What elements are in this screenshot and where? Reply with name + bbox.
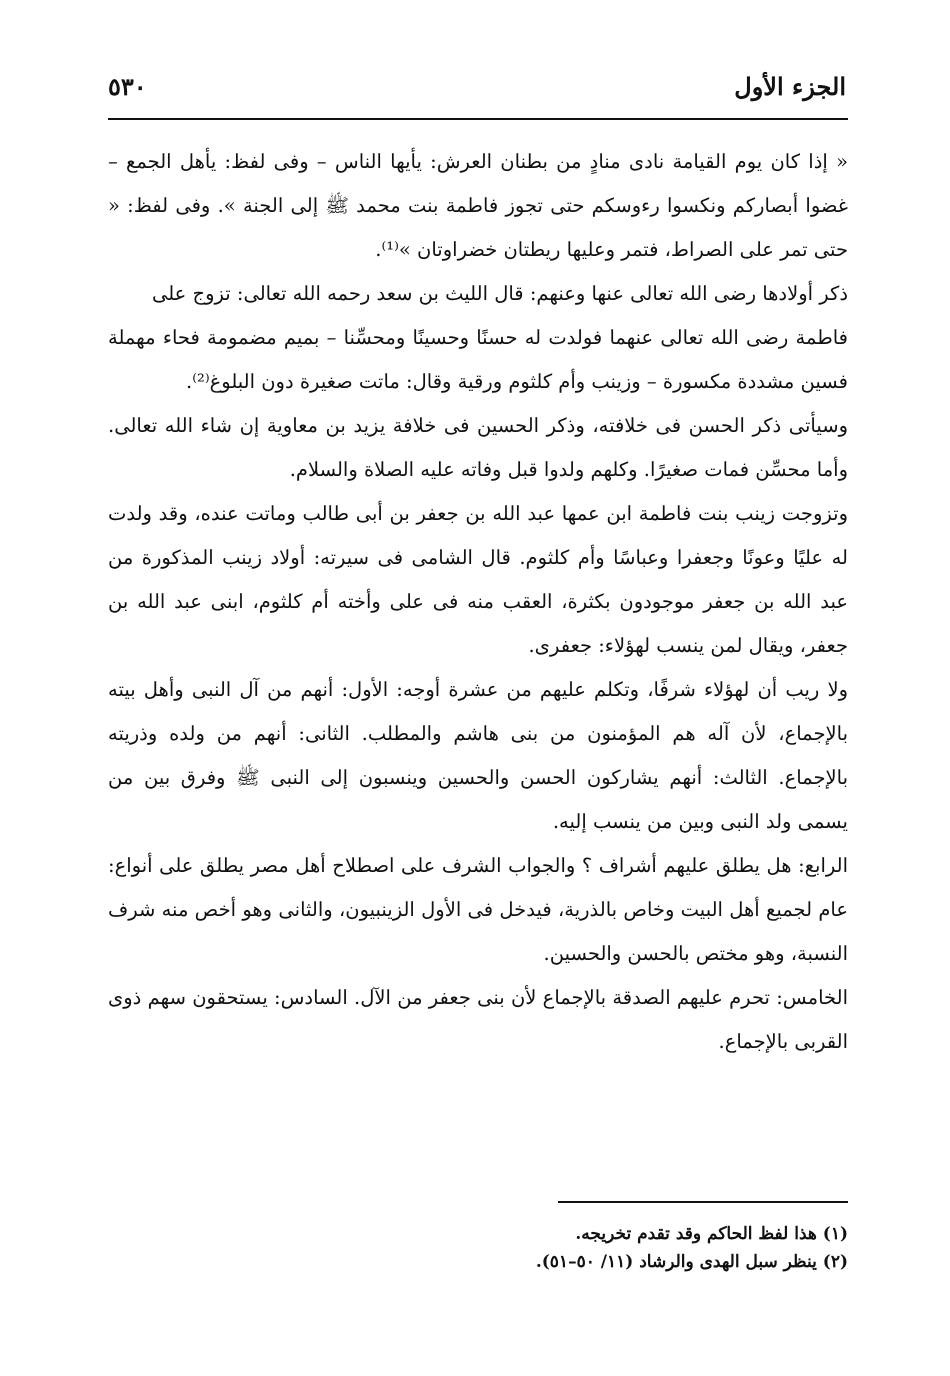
paragraph: وتزوجت زينب بنت فاطمة ابن عمها عبد الله بن جعفر بن أبى طالب وماتت عنده، وقد ولدت له عليًا وعونًا وجعفرا وعباسًا وأم كلثوم. قال الشامى فى سيرته: أولاد زينب المذكورة من عبد الله بن جعفر موجودون بكثرة، العقب منه فى على وأخته أم كلثوم، ابنى عبد الله بن جعفر، ويقال لمن ينسب لهؤلاء: جعفرى. <box>108 502 848 657</box>
footnote-separator <box>558 1201 848 1203</box>
footnotes <box>108 1220 848 1276</box>
paragraph: فاطمة رضى الله تعالى عنهما فولدت له حسنًا وحسينًا ومحسِّنا – بميم مضمومة فحاء مهملة فسين مشددة مكسورة – وزينب وأم كلثوم ورقية وقال: ماتت صغيرة دون البلوغ⁽²⁾. <box>108 326 848 393</box>
paragraph: وسيأتى ذكر الحسن فى خلافته، وذكر الحسين فى خلافة يزيد بن معاوية إن شاء الله تعالى. وأما محسِّن فمات صغيرًا. وكلهم ولدوا قبل وفاته عليه الصلاة والسلام. <box>108 414 848 481</box>
page-number: ٥٣٠ <box>108 72 147 101</box>
footnote: (١) هذا لفظ الحاكم وقد تقدم تخريجه. <box>575 1224 848 1244</box>
main-text <box>108 140 848 1064</box>
running-title: الجزء الأول <box>734 72 846 101</box>
paragraph: ذكر أولادها رضى الله تعالى عنها وعنهم: قال الليث بن سعد رحمه الله تعالى: تزوج على <box>151 282 848 305</box>
page-header <box>108 70 848 116</box>
paragraph: ولا ريب أن لهؤلاء شرفًا، وتكلم عليهم من عشرة أوجه: الأول: أنهم من آل النبى وأهل بيته بالإجماع، لأن آله هم المؤمنون من بنى هاشم والمطلب. الثانى: أنهم من ولده وذريته بالإجماع. الثالث: أنهم يشاركون الحسن والحسين وينسبون إلى النبى ﷺ وفرق بين من يسمى ولد النبى وبين من ينسب إليه. <box>108 678 848 833</box>
paragraph: الخامس: تحرم عليهم الصدقة بالإجماع لأن بنى جعفر من الآل. السادس: يستحقون سهم ذوى القربى بالإجماع. <box>108 986 848 1053</box>
paragraph: « إذا كان يوم القيامة نادى منادٍ من بطنان العرش: يأيها الناس – وفى لفظ: يأهل الجمع – غضوا أبصاركم ونكسوا رءوسكم حتى تجوز فاطمة بنت محمد ﷺ إلى الجنة ». وفى لفظ: « حتى تمر على الصراط، فتمر وعليها ريطتان خضراوتان »⁽¹⁾. <box>108 150 848 261</box>
footnote: (٢) ينظر سبل الهدى والرشاد (١١/ ٥٠–٥١). <box>535 1252 848 1272</box>
paragraph: الرابع: هل يطلق عليهم أشراف ؟ والجواب الشرف على اصطلاح أهل مصر يطلق على أنواع: عام لجميع أهل البيت وخاص بالذرية، فيدخل فى الأول الزينبيون، والثانى وهو أخص منه شرف النسبة، وهو مختص بالحسن والحسين. <box>108 854 848 965</box>
header-rule <box>108 118 848 120</box>
book-page <box>108 70 848 1310</box>
